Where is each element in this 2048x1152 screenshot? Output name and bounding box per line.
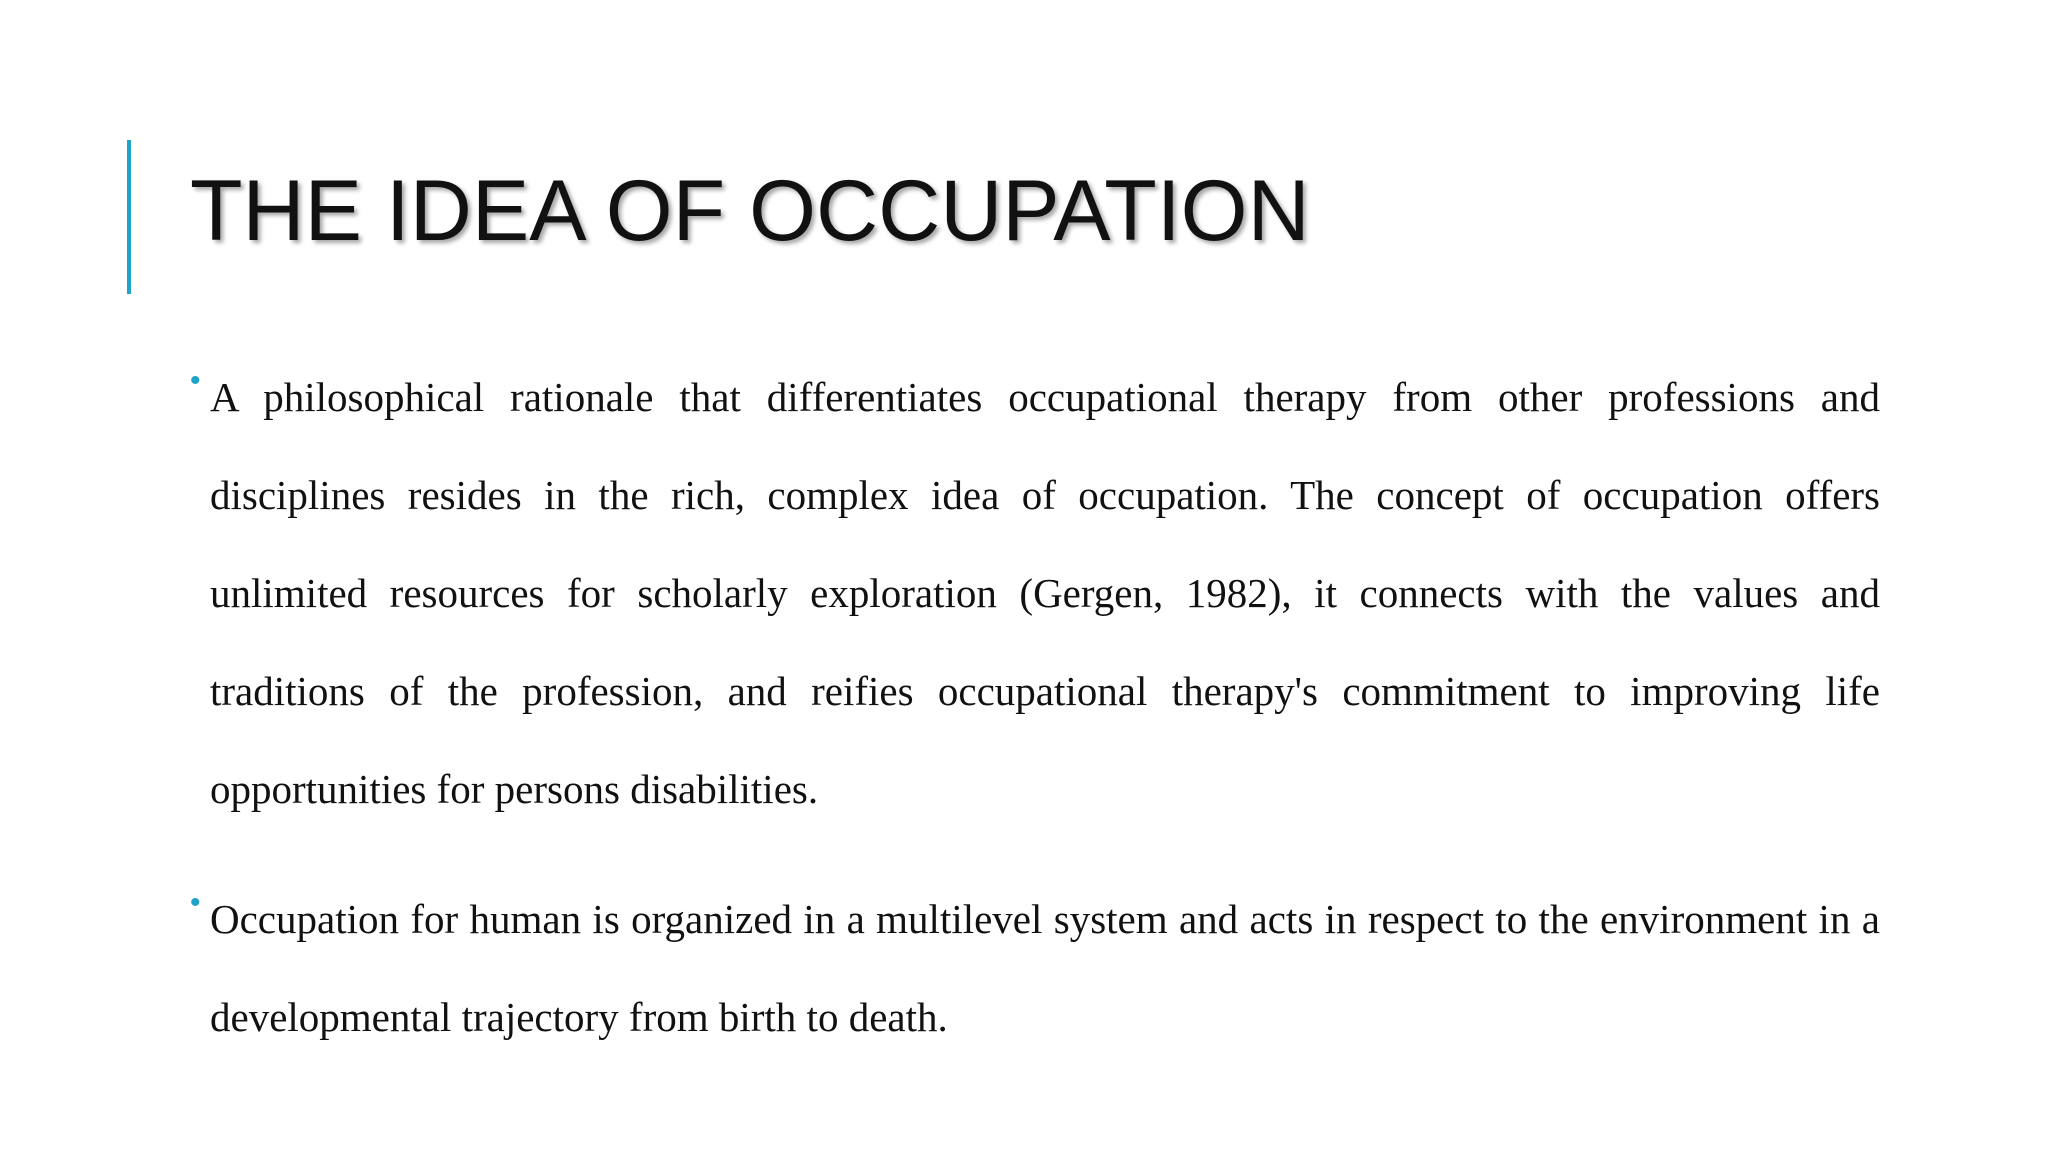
bullet-text: A philosophical rationale that differentiates occupational therapy from other professions and disciplines resides in the rich, complex idea of occupation. The concept of occupation offers unlimited resources for scholarly exploration (Gergen, 1982), it connects with the values and traditions of the profession, and reifies occupational therapy's commitment to improving life opportunities for persons disabilities. bbox=[210, 374, 1880, 812]
bullet-text: Occupation for human is organized in a multilevel system and acts in respect to the environment in a developmental trajectory from birth to death. bbox=[210, 896, 1880, 1040]
slide-title: THE IDEA OF OCCUPATION bbox=[190, 163, 1310, 259]
bullet-item bbox=[190, 870, 1880, 1066]
slide-body bbox=[190, 348, 1880, 1098]
bullet-item bbox=[190, 348, 1880, 838]
bullet-dot-icon: • bbox=[190, 886, 201, 919]
title-accent-bar bbox=[127, 140, 131, 294]
bullet-dot-icon: • bbox=[190, 364, 201, 397]
